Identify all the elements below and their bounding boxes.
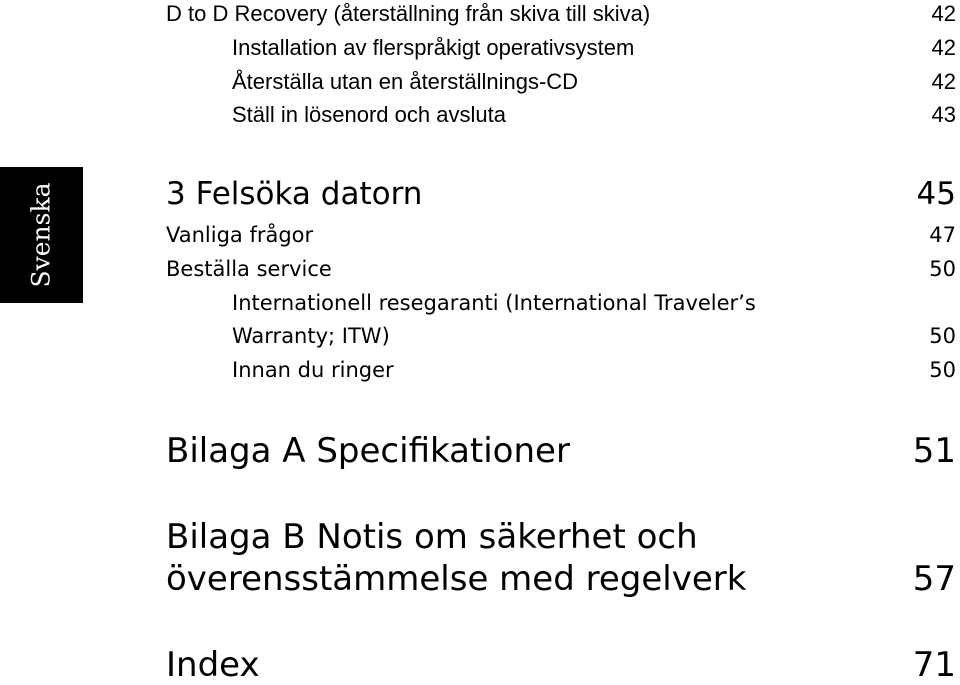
toc-entry-title: D to D Recovery (återställning från skiva till skiva)	[166, 1, 651, 26]
toc-entry-page: 47	[929, 223, 956, 247]
toc-entry-recovery[interactable]	[166, 3, 956, 25]
toc-entry-page: 50	[929, 358, 956, 382]
toc-index[interactable]	[166, 645, 956, 685]
appendix-title: Bilaga B Notis om säkerhet och	[166, 517, 698, 557]
toc-entry-page: 42	[931, 35, 956, 60]
toc-entry-title: Vanliga frågor	[166, 223, 314, 247]
toc-entry-title: Återställa utan en återställnings-CD	[232, 69, 579, 94]
appendix-title: överensstämmelse med regelverk	[166, 559, 747, 599]
toc-entry-title: Beställa service	[166, 257, 332, 281]
toc-entry-service[interactable]	[166, 259, 956, 280]
toc-entry-page: 43	[931, 102, 956, 127]
toc-entry-itw-line1[interactable]	[232, 293, 956, 314]
toc-entry-title: Innan du ringer	[232, 358, 394, 382]
toc-entry-title: Internationell resegaranti (International Traveler’s	[232, 291, 756, 315]
toc-chapter-3[interactable]	[166, 176, 956, 212]
toc-entry-page: 42	[931, 1, 956, 26]
appendix-page: 57	[912, 559, 956, 599]
toc-entry-page: 50	[929, 257, 956, 281]
chapter-title: 3 Felsöka datorn	[166, 176, 423, 212]
language-tab-label: Svenska	[26, 182, 56, 288]
chapter-page: 45	[916, 176, 956, 212]
toc-appendix-b-line1[interactable]	[166, 517, 956, 557]
toc-appendix-b-line2[interactable]	[166, 559, 956, 599]
language-side-tab	[0, 167, 83, 303]
toc-entry-password[interactable]	[232, 104, 956, 126]
appendix-title: Bilaga A Specifikationer	[166, 431, 570, 471]
toc-entry-page: 50	[929, 324, 956, 348]
toc-entry-restore-no-cd[interactable]	[232, 71, 956, 93]
appendix-page: 51	[912, 431, 956, 471]
toc-entry-page: 42	[931, 69, 956, 94]
toc-entry-title: Ställ in lösenord och avsluta	[232, 102, 506, 127]
index-title: Index	[166, 645, 260, 685]
index-page: 71	[912, 645, 956, 685]
toc-entry-itw-line2[interactable]	[232, 326, 956, 347]
toc-entry-faq[interactable]	[166, 225, 956, 246]
toc-entry-before-call[interactable]	[232, 360, 956, 381]
toc-entry-title: Warranty; ITW)	[232, 324, 390, 348]
toc-appendix-a[interactable]	[166, 431, 956, 471]
toc-entry-multilingual[interactable]	[232, 37, 956, 59]
toc-entry-title: Installation av flerspråkigt operativsystem	[232, 35, 635, 60]
